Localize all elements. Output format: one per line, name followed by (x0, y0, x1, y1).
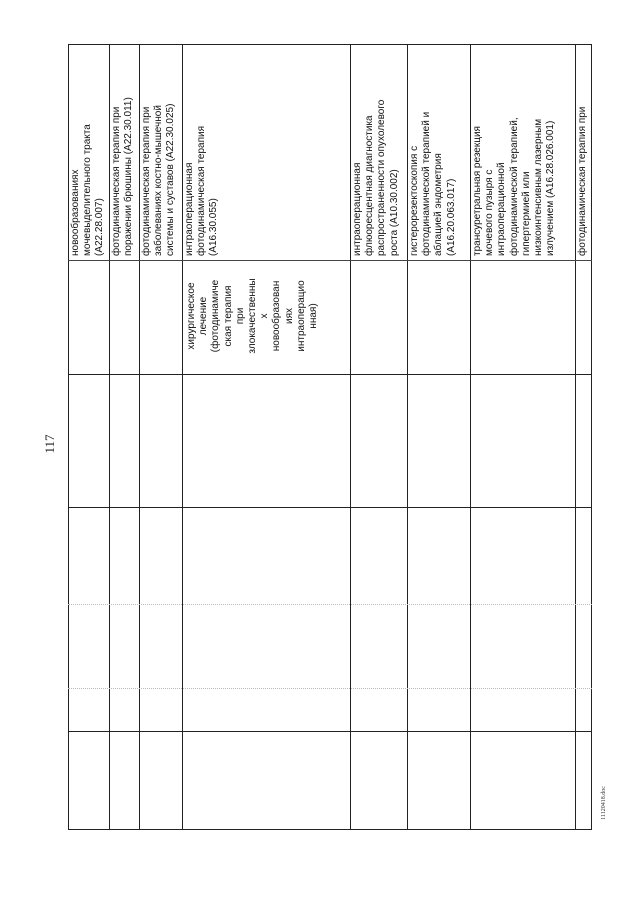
method-cell: интраоперационная флюоресцентная диагностика распространенности опухолевого роста (A10.30.002) (352, 99, 400, 256)
page-number: 117 (42, 434, 57, 454)
column-divider (68, 688, 592, 689)
treatment-cell: хирургическое лечение (фотодинамиче ская терапия при злокачественны х новообразован иях интраоперацио нная) (186, 278, 320, 354)
column-divider (68, 604, 592, 605)
method-cell: интраоперационная фотодинамическая терапия (A16.30.055) (184, 125, 220, 256)
column-divider (68, 731, 592, 732)
method-cell: фотодинамическая терапия при поражении брюшины (A22.30.011) (111, 97, 135, 256)
method-cell: трансуретральная резекция мочевого пузыря с интраоперационной фотодинамической терапией, гипертермией или низкоинтенсивным лазерным излучением (A16.28.026.001) (472, 117, 557, 256)
row-divider (182, 44, 183, 830)
method-cell: фотодинамическая терапия при заболеваниях костно-мышечной системы и суставов (A22.30.025) (141, 103, 177, 256)
row-divider (407, 44, 408, 830)
footer-file-name: 11120418.doc (601, 786, 607, 820)
method-cell: новообразованиях мочевыделительного тракта (A22.28.007) (70, 124, 106, 256)
column-divider (68, 260, 592, 261)
row-divider (575, 44, 576, 830)
method-cell: фотодинамическая терапия при (577, 106, 588, 256)
row-divider (470, 44, 471, 830)
method-cell: гистерорезектоскопия с фотодинамической терапией и аблацией эндометрия (A16.20.063.017) (409, 111, 457, 256)
row-divider (139, 44, 140, 830)
column-divider (68, 374, 592, 375)
row-divider (350, 44, 351, 830)
row-divider (109, 44, 110, 830)
column-divider (68, 507, 592, 508)
